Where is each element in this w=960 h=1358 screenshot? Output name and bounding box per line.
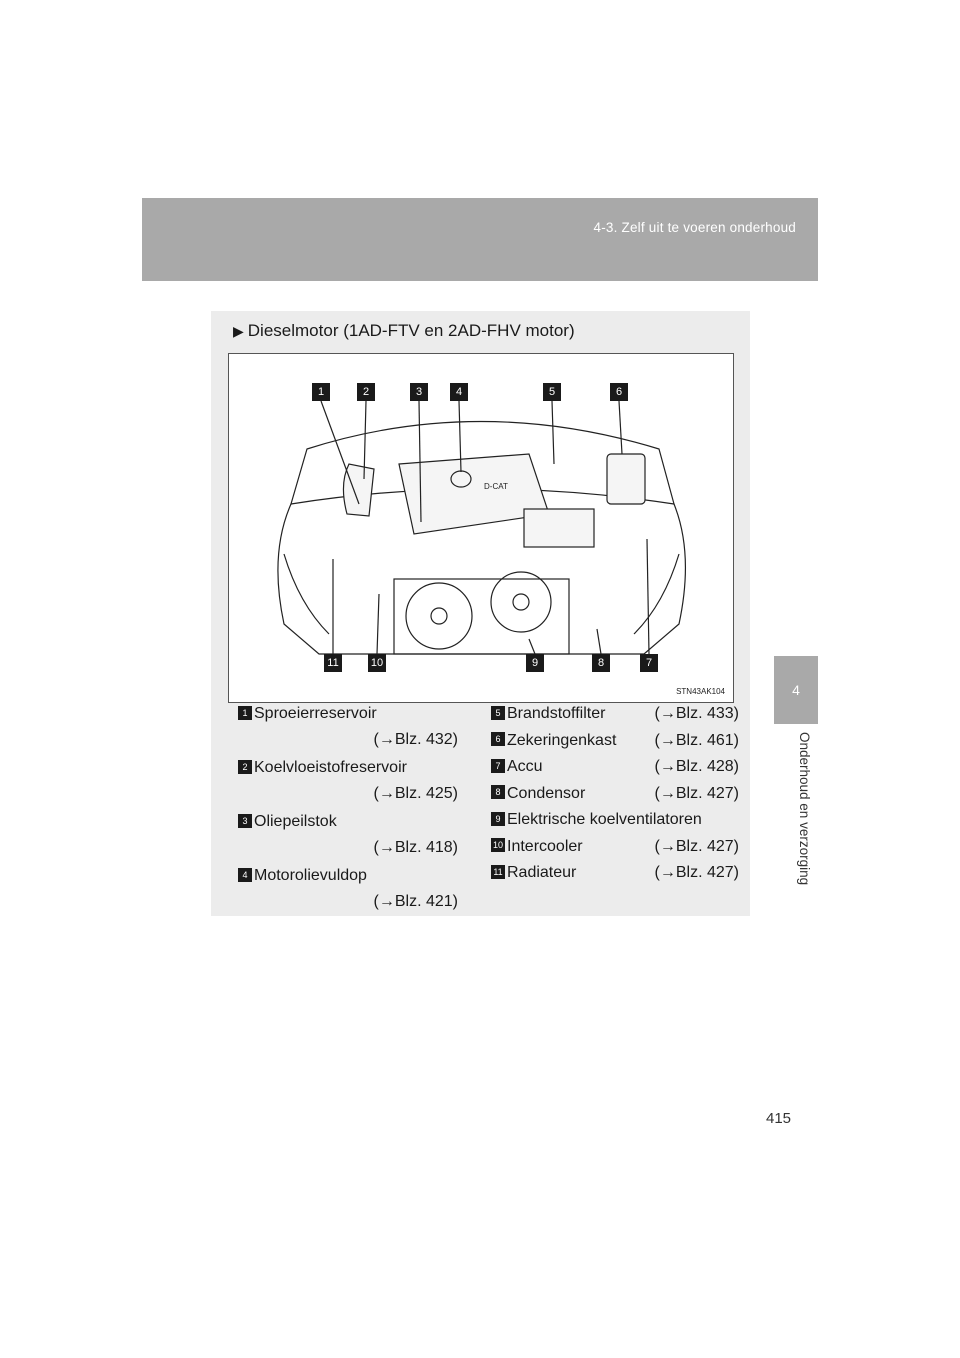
engine-panel xyxy=(211,311,750,916)
list-item xyxy=(491,701,741,728)
chapter-tab: 4 xyxy=(774,656,818,724)
item-number-badge: 11 xyxy=(491,865,505,879)
parts-list-left xyxy=(238,701,464,917)
list-item xyxy=(491,781,741,808)
panel-heading-text: Dieselmotor (1AD-FTV en 2AD-FHV motor) xyxy=(247,321,575,340)
callout-9: 9 xyxy=(526,654,544,672)
cooling-fan-left-hub xyxy=(431,608,447,624)
item-number-badge: 3 xyxy=(238,814,252,828)
callout-7: 7 xyxy=(640,654,658,672)
item-page-ref: (→Blz. 432) xyxy=(373,731,458,748)
item-page-ref: (→Blz. 427) xyxy=(654,864,739,881)
item-name: Brandstoffilter xyxy=(507,705,606,722)
item-number-badge: 1 xyxy=(238,706,252,720)
callout-2: 2 xyxy=(357,383,375,401)
chapter-label: Onderhoud en verzorging xyxy=(797,732,812,886)
leader-line-5 xyxy=(552,401,554,464)
callout-4: 4 xyxy=(450,383,468,401)
callout-10: 10 xyxy=(368,654,386,672)
item-name: Accu xyxy=(507,758,543,775)
panel-heading xyxy=(233,321,575,341)
leader-line-9 xyxy=(529,639,535,654)
header-band xyxy=(142,198,818,281)
item-number-badge: 5 xyxy=(491,706,505,720)
list-item xyxy=(491,860,741,887)
item-number-badge: 4 xyxy=(238,868,252,882)
item-page-ref: (→Blz. 428) xyxy=(654,758,739,775)
callout-11: 11 xyxy=(324,654,342,672)
leader-line-8 xyxy=(597,629,601,654)
item-number-badge: 7 xyxy=(491,759,505,773)
item-page-ref xyxy=(739,807,741,834)
list-item xyxy=(491,807,741,834)
item-number-badge: 9 xyxy=(491,812,505,826)
callout-6: 6 xyxy=(610,383,628,401)
list-item xyxy=(491,754,741,781)
page-number: 415 xyxy=(766,1110,792,1127)
triangle-right-icon: ▶ xyxy=(233,323,244,339)
list-item xyxy=(491,728,741,755)
leader-line-10 xyxy=(377,594,379,654)
callout-1: 1 xyxy=(312,383,330,401)
cooling-fan-right xyxy=(491,572,551,632)
figure-code: STN43AK104 xyxy=(676,687,725,696)
list-item xyxy=(238,863,464,915)
item-number-badge: 2 xyxy=(238,760,252,774)
engine-illustration xyxy=(228,353,734,703)
item-name: Sproeierreservoir xyxy=(254,705,377,722)
engine-cover-logo: D-CAT xyxy=(484,482,508,491)
list-item xyxy=(238,809,464,861)
item-name: Intercooler xyxy=(507,837,583,855)
item-name: Elektrische koelventilatoren xyxy=(507,811,702,828)
item-page-ref: (→Blz. 461) xyxy=(654,731,739,749)
item-page-ref: (→Blz. 427) xyxy=(654,784,739,802)
item-name: Motorolievuldop xyxy=(254,867,367,884)
leader-line-7 xyxy=(647,539,649,654)
washer-reservoir xyxy=(343,464,374,516)
right-headlight xyxy=(634,554,679,634)
leader-line-6 xyxy=(619,401,622,454)
item-name: Radiateur xyxy=(507,864,577,881)
parts-list-right xyxy=(491,701,741,887)
item-page-ref: (→Blz. 418) xyxy=(373,839,458,856)
callout-8: 8 xyxy=(592,654,610,672)
fuse-box xyxy=(607,454,645,504)
item-number-badge: 6 xyxy=(491,732,505,746)
item-name: Condensor xyxy=(507,784,586,802)
item-name: Koelvloeistofreservoir xyxy=(254,759,407,776)
item-name: Zekeringenkast xyxy=(507,731,617,749)
item-page-ref: (→Blz. 427) xyxy=(654,837,739,855)
item-page-ref: (→Blz. 421) xyxy=(373,893,458,910)
item-number-badge: 10 xyxy=(492,840,503,851)
list-item xyxy=(238,755,464,807)
leader-line-1 xyxy=(321,401,359,504)
list-item xyxy=(491,834,741,861)
battery xyxy=(524,509,594,547)
engine-drawing xyxy=(229,354,733,702)
callout-3: 3 xyxy=(410,383,428,401)
item-page-ref: (→Blz. 425) xyxy=(373,785,458,802)
callout-5: 5 xyxy=(543,383,561,401)
list-item xyxy=(238,701,464,753)
item-number-badge: 8 xyxy=(491,785,505,799)
section-title: 4-3. Zelf uit te voeren onderhoud xyxy=(593,220,796,235)
item-name: Oliepeilstok xyxy=(254,813,337,830)
cooling-fan-right-hub xyxy=(513,594,529,610)
item-page-ref: (→Blz. 433) xyxy=(654,705,739,722)
cooling-fan-left xyxy=(406,583,472,649)
left-headlight xyxy=(284,554,329,634)
